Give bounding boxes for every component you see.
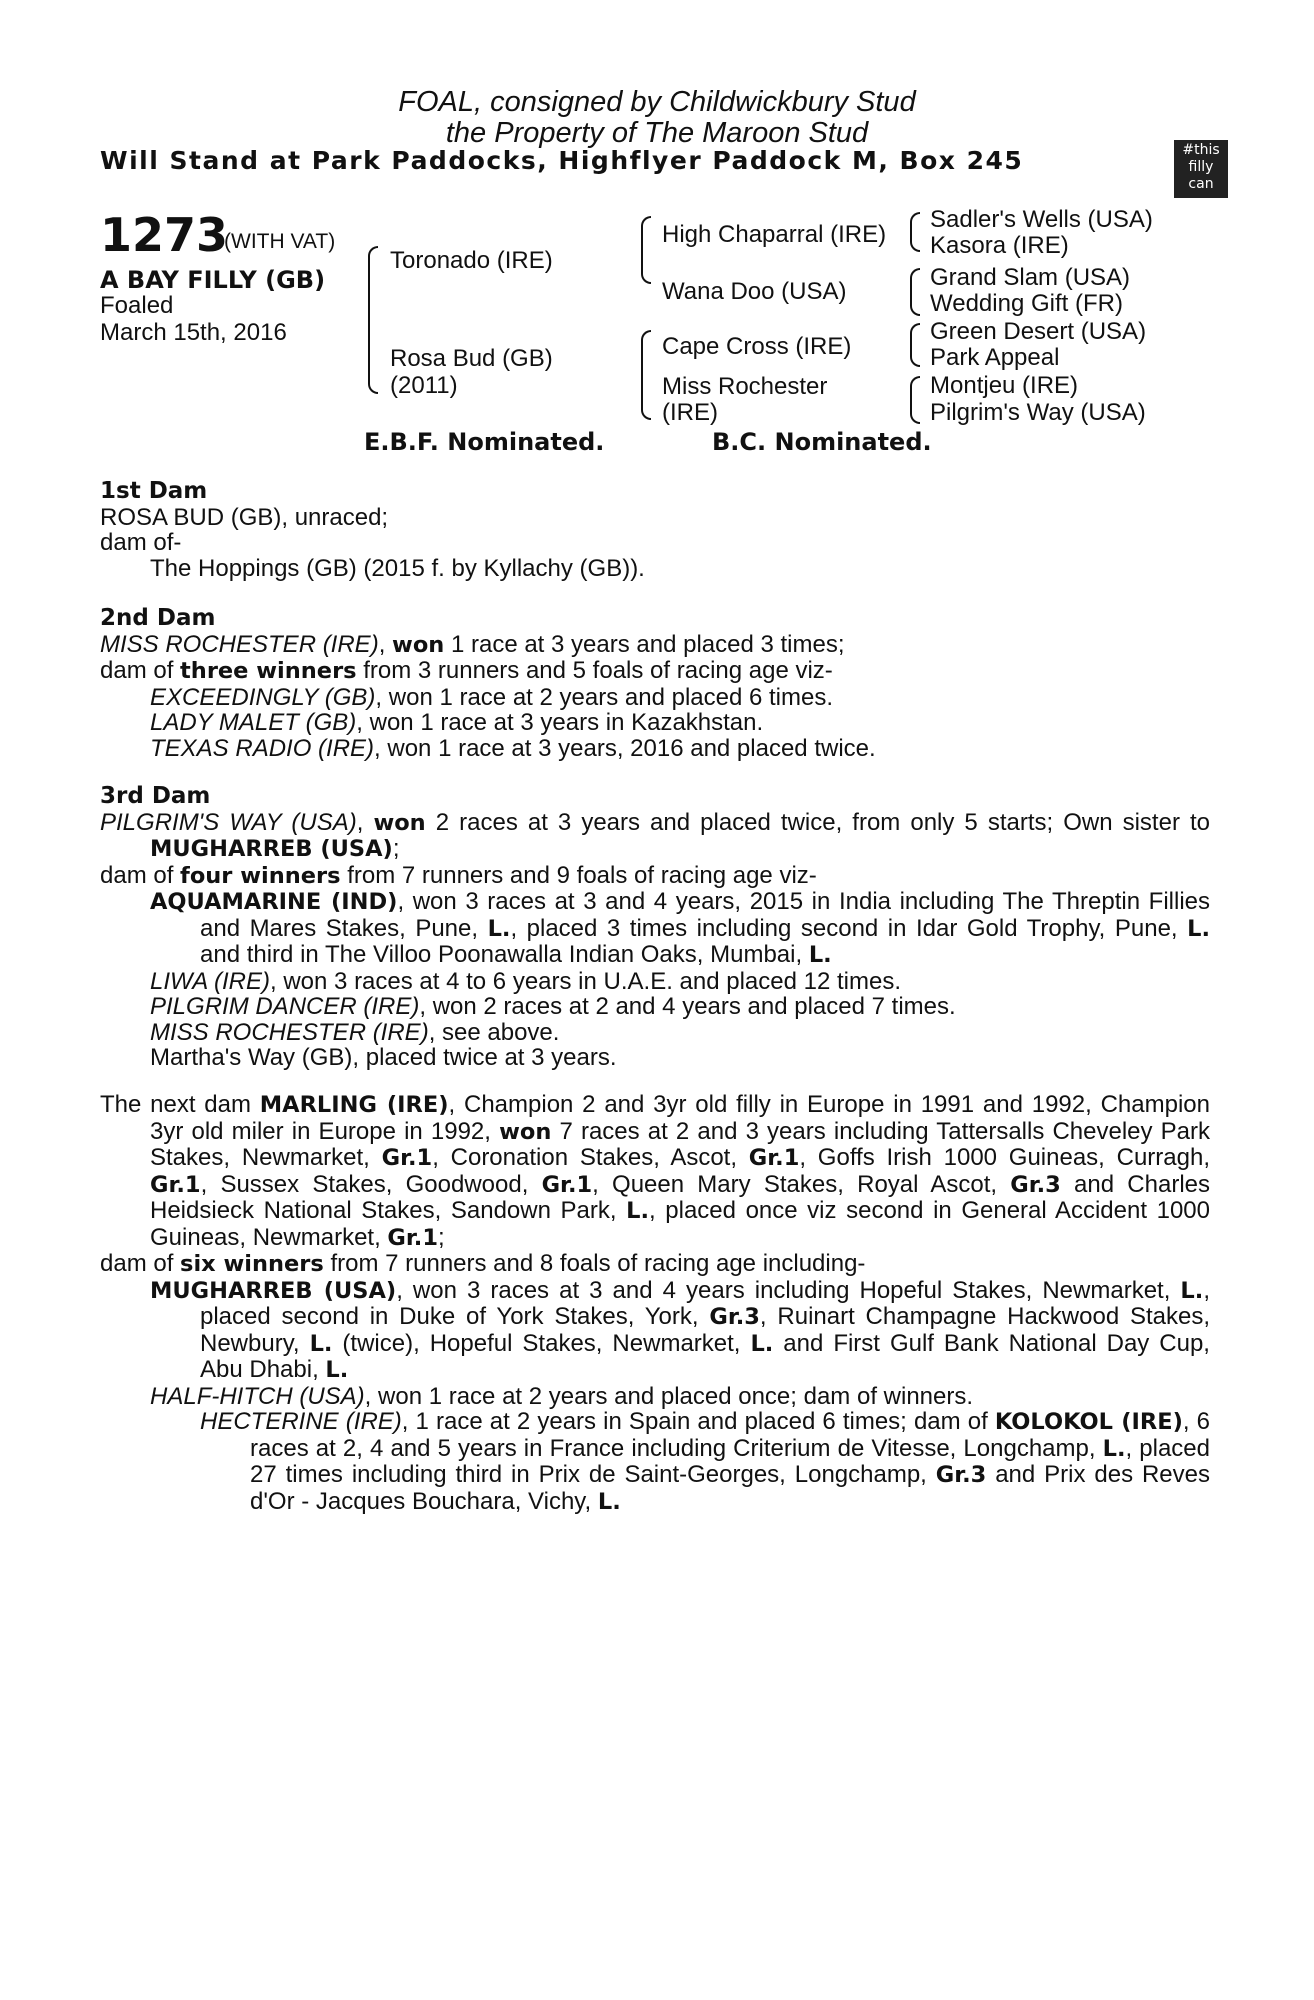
text: from 7 runners and 8 foals of racing age including- xyxy=(323,1250,866,1277)
text: , Coronation Stakes, Ascot, xyxy=(432,1144,749,1171)
logo-word-2: filly xyxy=(1188,159,1214,175)
produce-record: , won 1 race at 2 years and placed once; dam of winners. xyxy=(364,1382,974,1410)
kolokol-bold: KOLOKOL (IRE) xyxy=(994,1409,1183,1435)
dds-name: Montjeu (IRE) xyxy=(930,372,1079,399)
dam-name: Rosa Bud (GB) xyxy=(390,345,553,372)
record: 2 races at 3 years and placed twice, from only 5 starts; Own sister to xyxy=(425,808,1210,836)
third-dam-name: PILGRIM'S WAY (USA) xyxy=(100,808,357,836)
produce-item xyxy=(100,1384,1210,1410)
sep: , xyxy=(356,808,374,836)
sire-sire: High Chaparral (IRE) xyxy=(662,221,887,248)
third-dam-line xyxy=(100,810,1210,863)
next-dam-line xyxy=(100,1092,1210,1251)
stand-location: Will Stand at Park Paddocks, Highflyer Paddock M, Box 245 xyxy=(100,146,1024,175)
won-bold: won xyxy=(499,1118,552,1145)
produce-record: , won 1 race at 2 years and placed 6 times. xyxy=(375,683,834,711)
text: (twice), Hopeful Stakes, Newmarket, xyxy=(332,1329,751,1357)
produce-name: TEXAS RADIO (IRE) xyxy=(150,734,375,762)
text: , placed 3 times including second in Idar Gold Trophy, Pune, xyxy=(510,914,1188,942)
text: and Prix des Reves d'Or - Jacques Bouchara, Vichy, xyxy=(250,1461,1210,1515)
sire-dam: Wana Doo (USA) xyxy=(662,278,847,305)
text: dam of xyxy=(100,657,181,684)
group: Gr.1 xyxy=(748,1145,800,1171)
listed: L. xyxy=(808,942,832,968)
foaled-label: Foaled xyxy=(100,292,174,319)
sire-name: Toronado (IRE) xyxy=(390,247,553,274)
text: , won 3 races at 3 and 4 years including Hopeful Stakes, Newmarket, xyxy=(396,1276,1181,1304)
text: , placed once viz second in General Accident 1000 Guineas, Newmarket, xyxy=(150,1197,1210,1251)
second-dam-line xyxy=(100,632,1210,659)
pedigree-bracket-ss xyxy=(910,212,920,252)
text: 7 races at 2 and 3 years including Tattersalls Cheveley Park Stakes, Newmarket, xyxy=(150,1117,1211,1171)
first-dam-damof: dam of- xyxy=(100,529,182,556)
produce-name: LIWA (IRE) xyxy=(150,967,271,995)
winners-bold: three winners xyxy=(180,658,357,684)
listed: L. xyxy=(626,1198,650,1224)
produce-item xyxy=(100,969,1210,995)
produce-item xyxy=(100,1278,1210,1384)
produce-record: , won 1 race at 3 years in Kazakhstan. xyxy=(356,709,764,736)
produce-item xyxy=(100,710,1210,736)
dss-name: Green Desert (USA) xyxy=(930,318,1147,345)
text: from 7 runners and 9 foals of racing age viz- xyxy=(340,861,817,889)
listed: L. xyxy=(1180,1277,1204,1304)
second-dam-section xyxy=(100,605,1210,761)
property-line: the Property of The Maroon Stud xyxy=(445,117,869,149)
produce-name: HECTERINE (IRE) xyxy=(200,1408,402,1435)
text: ; xyxy=(392,835,400,862)
text: , Ruinart Champagne Hackwood Stakes, Newbury, xyxy=(200,1303,1211,1357)
pedigree-bracket-dam xyxy=(641,330,651,420)
first-dam-produce: The Hoppings (GB) (2015 f. by Kyllachy (GB)). xyxy=(150,554,645,582)
text: and Charles Heidsieck National Stakes, Sandown Park, xyxy=(150,1170,1210,1224)
produce-record: , won 1 race at 3 years, 2016 and placed twice. xyxy=(374,734,876,762)
listed: L. xyxy=(597,1488,621,1515)
text: , Champion 2 and 3yr old filly in Europe in 1991 and 1992, Champion 3yr old miler in Europe in 1992, xyxy=(150,1091,1210,1145)
produce-name: MUGHARREB (USA) xyxy=(150,1277,397,1304)
group: Gr.3 xyxy=(709,1304,760,1330)
produce-name: AQUAMARINE (IND) xyxy=(150,889,398,915)
group: Gr.1 xyxy=(381,1145,433,1171)
produce-item xyxy=(100,1020,1210,1046)
produce-record: , won 2 races at 2 and 4 years and placed 7 times. xyxy=(419,993,956,1020)
produce-name: HALF-HITCH (USA) xyxy=(150,1382,365,1410)
pedigree-bracket-sire xyxy=(641,216,651,284)
sep: , xyxy=(378,630,393,658)
consignor-line: FOAL, consigned by Childwickbury Stud xyxy=(398,86,916,118)
text: and First Gulf Bank National Day Cup, Abu Dhabi, xyxy=(200,1329,1210,1383)
text: , 6 races at 2, 4 and 5 years in France including Criterium de Vitesse, Longchamp, xyxy=(250,1408,1211,1462)
produce-item: Martha's Way (GB), placed twice at 3 years. xyxy=(150,1044,617,1071)
text: , Queen Mary Stakes, Royal Ascot, xyxy=(592,1170,1011,1198)
winners-bold: four winners xyxy=(180,862,341,889)
winners-bold: six winners xyxy=(180,1251,324,1277)
text: , placed second in Duke of York Stakes, York, xyxy=(200,1276,1210,1330)
produce-name: LADY MALET (GB) xyxy=(150,709,357,736)
third-dam-heading: 3rd Dam xyxy=(100,783,211,809)
vat-label: (WITH VAT) xyxy=(224,230,336,253)
listed: L. xyxy=(750,1330,774,1357)
dam-year: (2011) xyxy=(390,372,458,399)
next-dam-section xyxy=(100,1092,1210,1515)
text: , Sussex Stakes, Goodwood, xyxy=(200,1170,542,1198)
second-dam-name: MISS ROCHESTER (IRE) xyxy=(100,630,379,658)
produce-item xyxy=(100,889,1210,969)
third-dam-damof xyxy=(100,863,1210,890)
group: Gr.1 xyxy=(387,1224,438,1251)
ddd-name: Pilgrim's Way (USA) xyxy=(930,399,1146,426)
listed: L. xyxy=(487,915,511,942)
first-dam-section xyxy=(100,478,1210,581)
pedigree-bracket-sd xyxy=(910,268,920,316)
text: ; xyxy=(437,1223,445,1251)
foaled-date: March 15th, 2016 xyxy=(100,319,287,346)
next-dam-name: MARLING (IRE) xyxy=(259,1092,449,1118)
sds-name: Grand Slam (USA) xyxy=(930,264,1131,291)
first-dam-line: ROSA BUD (GB), unraced; xyxy=(100,503,389,531)
produce-item xyxy=(100,736,1210,762)
dam-dam-suffix: (IRE) xyxy=(662,399,718,426)
record: 1 race at 3 years and placed 3 times; xyxy=(444,630,845,658)
dsd-name: Park Appeal xyxy=(930,344,1060,371)
text: , placed 27 times including third in Prix de Saint-Georges, Longchamp, xyxy=(250,1434,1210,1488)
produce-item xyxy=(100,1409,1210,1515)
pedigree-bracket-sire-dam xyxy=(368,246,378,394)
next-dam-damof xyxy=(100,1251,1210,1278)
ebf-nominated: E.B.F. Nominated. xyxy=(364,428,605,456)
pedigree-bracket-ds xyxy=(910,323,920,367)
produce-record: , see above. xyxy=(428,1018,560,1046)
group: Gr.1 xyxy=(541,1171,593,1198)
dam-dam: Miss Rochester xyxy=(662,373,828,400)
sdd-name: Wedding Gift (FR) xyxy=(930,290,1123,317)
sss-name: Sadler's Wells (USA) xyxy=(930,206,1153,233)
produce-name: EXCEEDINGLY (GB) xyxy=(150,683,376,711)
listed: L. xyxy=(1187,915,1211,942)
won-bold: won xyxy=(392,631,445,658)
produce-name: MISS ROCHESTER (IRE) xyxy=(150,1018,429,1046)
group: Gr.3 xyxy=(935,1462,987,1488)
text: dam of xyxy=(100,1250,181,1277)
dam-sire: Cape Cross (IRE) xyxy=(662,333,852,360)
group: Gr.3 xyxy=(1010,1171,1061,1198)
text: , Goffs Irish 1000 Guineas, Curragh, xyxy=(799,1144,1211,1171)
bc-nominated: B.C. Nominated. xyxy=(712,428,932,456)
second-dam-heading: 2nd Dam xyxy=(100,605,216,631)
first-dam-heading: 1st Dam xyxy=(100,478,208,504)
this-filly-can-logo xyxy=(1174,140,1228,198)
third-dam-section xyxy=(100,783,1210,1071)
text: , 1 race at 2 years in Spain and placed 6 times; dam of xyxy=(401,1408,995,1435)
ssd-name: Kasora (IRE) xyxy=(930,232,1069,259)
produce-item xyxy=(100,685,1210,711)
produce-name: PILGRIM DANCER (IRE) xyxy=(150,993,420,1020)
produce-record: , won 3 races at 4 to 6 years in U.A.E. and placed 12 times. xyxy=(270,967,902,995)
pedigree-bracket-dd xyxy=(910,376,920,424)
group: Gr.1 xyxy=(150,1171,201,1198)
text: from 3 runners and 5 foals of racing age viz- xyxy=(356,657,833,684)
listed: L. xyxy=(1102,1435,1126,1462)
horse-name: A BAY FILLY (GB) xyxy=(100,266,326,294)
text: , won 3 races at 3 and 4 years, 2015 in India including The Threptin Fillies and Mares Stakes, Pune, xyxy=(200,888,1211,942)
sister-bold: MUGHARREB (USA) xyxy=(150,836,393,862)
logo-word-3: can xyxy=(1188,176,1214,192)
text: The next dam xyxy=(100,1091,260,1118)
won-bold: won xyxy=(373,809,426,836)
lot-number: 1273 xyxy=(100,208,229,262)
produce-item xyxy=(100,994,1210,1020)
text: dam of xyxy=(100,861,181,889)
text: and third in The Villoo Poonawalla Indian Oaks, Mumbai, xyxy=(200,941,809,968)
logo-word-1: #this xyxy=(1182,142,1220,158)
listed: L. xyxy=(309,1330,333,1357)
second-dam-damof xyxy=(100,658,1210,685)
listed: L. xyxy=(325,1357,349,1383)
